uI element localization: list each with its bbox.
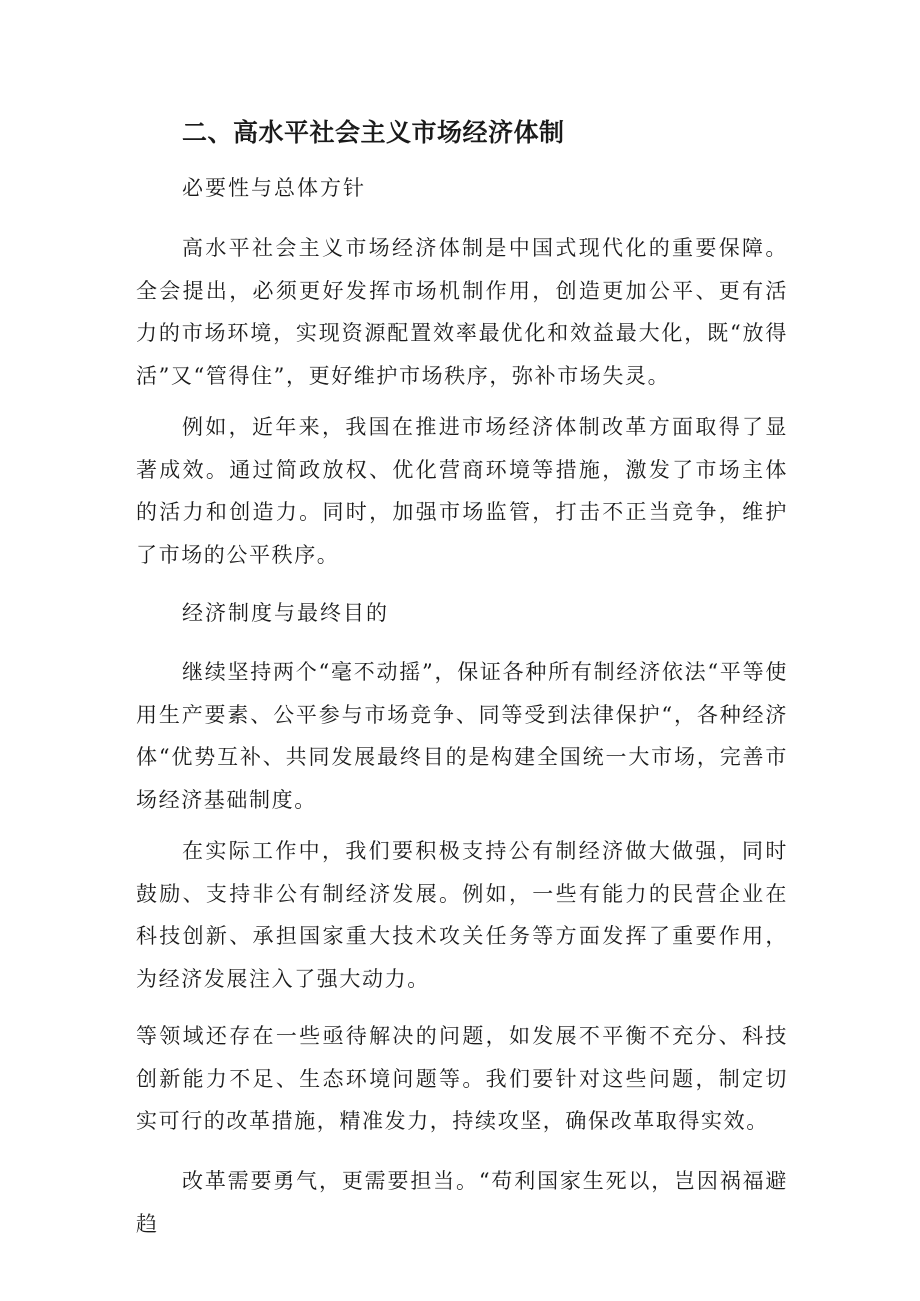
paragraph-6: 改革需要勇气，更需要担当。“苟利国家生死以，岂因祸福避趋 <box>136 1169 788 1236</box>
paragraph-1: 高水平社会主义市场经济体制是中国式现代化的重要保障。全会提出，必须更好发挥市场机制作用，创造更加公平、更有活力的市场环境，实现资源配置效率最优化和效益最大化，既“放得活”又“管得住”，更好维护市场秩序，弥补市场失灵。 <box>136 236 788 388</box>
section-title: 二、高水平社会主义市场经济体制 <box>182 118 565 147</box>
paragraph-4: 在实际工作中，我们要积极支持公有制经济做大做强，同时鼓励、支持非公有制经济发展。例如，一些有能力的民营企业在科技创新、承担国家重大技术攻关任务等方面发挥了重要作用，为经济发展注入了强大动力。 <box>136 839 788 991</box>
subheading-economic-system: 经济制度与最终目的 <box>182 601 389 625</box>
paragraph-2: 例如，近年来，我国在推进市场经济体制改革方面取得了显著成效。通过简政放权、优化营商环境等措施，激发了市场主体的活力和创造力。同时，加强市场监管，打击不正当竞争，维护了市场的公平秩序。 <box>136 415 788 567</box>
paragraph-3: 继续坚持两个“毫不动摇”，保证各种所有制经济依法“平等使用生产要素、公平参与市场竞争、同等受到法律保护“，各种经济体“优势互补、共同发展最终目的是构建全国统一大市场，完善市场经济基础制度。 <box>136 660 788 812</box>
subheading-necessity: 必要性与总体方针 <box>182 176 366 200</box>
paragraph-5: 等领域还存在一些亟待解决的问题，如发展不平衡不充分、科技创新能力不足、生态环境问题等。我们要针对这些问题，制定切实可行的改革措施，精准发力，持续攻坚，确保改革取得实效。 <box>136 1024 788 1133</box>
